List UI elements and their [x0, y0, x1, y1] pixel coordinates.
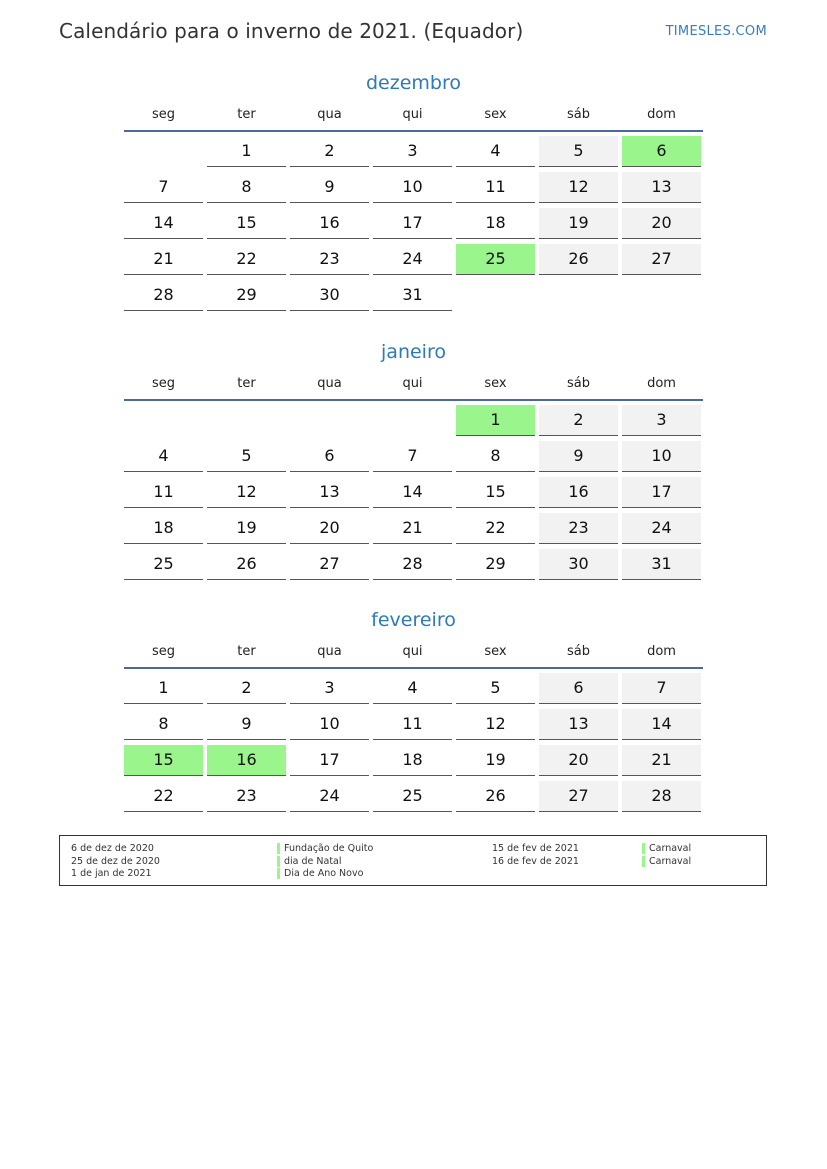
- day-cell: 7: [622, 673, 701, 704]
- day-cell: 28: [373, 549, 452, 580]
- page-title: Calendário para o inverno de 2021. (Equador): [59, 19, 524, 43]
- day-cell: 5: [456, 673, 535, 704]
- day-cell: 14: [373, 477, 452, 508]
- empty-cell: [373, 405, 452, 436]
- day-cell: 14: [124, 208, 203, 239]
- day-cell: 27: [539, 781, 618, 812]
- day-cell: 13: [539, 709, 618, 740]
- day-cell: 3: [290, 673, 369, 704]
- holiday-day-cell: 15: [124, 745, 203, 776]
- day-cell: 26: [539, 244, 618, 275]
- month-title: fevereiro: [371, 609, 456, 631]
- legend-holiday-name: [277, 868, 363, 880]
- day-cell: 10: [290, 709, 369, 740]
- day-cell: 22: [456, 513, 535, 544]
- empty-cell: [124, 405, 203, 436]
- day-grid: [124, 405, 707, 585]
- weekday-label: sex: [484, 644, 507, 659]
- day-cell: 15: [456, 477, 535, 508]
- weekday-label: qui: [402, 376, 423, 391]
- legend-holiday-text: dia de Natal: [284, 855, 342, 867]
- day-cell: 22: [207, 244, 286, 275]
- day-cell: 5: [207, 441, 286, 472]
- day-cell: 21: [622, 745, 701, 776]
- holiday-day-cell: 25: [456, 244, 535, 275]
- weekday-label: sáb: [567, 644, 590, 659]
- weekday-label: sáb: [567, 376, 590, 391]
- day-cell: 12: [539, 172, 618, 203]
- day-cell: 19: [539, 208, 618, 239]
- legend-date: 25 de dez de 2020: [71, 855, 160, 867]
- legend-holiday-name: [642, 856, 691, 868]
- day-cell: 12: [456, 709, 535, 740]
- weekday-label: ter: [237, 107, 256, 122]
- day-cell: 24: [373, 244, 452, 275]
- day-cell: 8: [456, 441, 535, 472]
- day-cell: 9: [290, 172, 369, 203]
- empty-cell: [124, 136, 203, 167]
- day-cell: 27: [290, 549, 369, 580]
- brand-link[interactable]: TIMESLES.COM: [665, 24, 767, 39]
- day-cell: 17: [373, 208, 452, 239]
- day-cell: 27: [622, 244, 701, 275]
- day-cell: 11: [456, 172, 535, 203]
- day-cell: 2: [290, 136, 369, 167]
- day-grid: [124, 673, 707, 817]
- day-cell: 26: [456, 781, 535, 812]
- day-cell: 7: [124, 172, 203, 203]
- day-cell: 28: [622, 781, 701, 812]
- holiday-color-marker: [277, 843, 280, 854]
- day-cell: 11: [373, 709, 452, 740]
- legend-holiday-name: [277, 843, 373, 855]
- weekday-label: dom: [647, 644, 676, 659]
- legend-holiday-text: Dia de Ano Novo: [284, 868, 364, 879]
- legend-holiday-text: Carnaval: [649, 843, 692, 854]
- day-cell: 10: [373, 172, 452, 203]
- day-cell: 23: [539, 513, 618, 544]
- weekday-label: qui: [402, 107, 423, 122]
- day-cell: 25: [124, 549, 203, 580]
- holiday-color-marker: [277, 856, 280, 867]
- day-cell: 18: [124, 513, 203, 544]
- weekday-label: dom: [647, 107, 676, 122]
- day-cell: 23: [207, 781, 286, 812]
- month-february: [124, 605, 703, 817]
- legend-date: 6 de dez de 2020: [71, 843, 154, 854]
- day-cell: 11: [124, 477, 203, 508]
- legend-holiday-name: [277, 856, 342, 868]
- day-cell: 30: [539, 549, 618, 580]
- day-cell: 13: [622, 172, 701, 203]
- day-cell: 29: [207, 280, 286, 311]
- month-december: [124, 68, 703, 316]
- day-cell: 24: [290, 781, 369, 812]
- weekday-label: qui: [402, 644, 423, 659]
- day-cell: 24: [622, 513, 701, 544]
- holiday-day-cell: 1: [456, 405, 535, 436]
- holiday-day-cell: 16: [207, 745, 286, 776]
- holiday-color-marker: [642, 856, 645, 867]
- weekday-label: seg: [151, 376, 176, 391]
- day-cell: 15: [207, 208, 286, 239]
- day-grid: [124, 136, 707, 316]
- weekday-label: seg: [151, 644, 176, 659]
- day-cell: 3: [622, 405, 701, 436]
- day-cell: 20: [539, 745, 618, 776]
- day-cell: 19: [207, 513, 286, 544]
- weekday-label: sex: [484, 107, 507, 122]
- day-cell: 1: [124, 673, 203, 704]
- day-cell: 29: [456, 549, 535, 580]
- weekday-label: dom: [647, 376, 676, 391]
- weekday-header: [124, 643, 703, 669]
- weekday-label: sáb: [567, 107, 590, 122]
- day-cell: 9: [207, 709, 286, 740]
- day-cell: 21: [373, 513, 452, 544]
- legend-holiday-text: Fundação de Quito: [284, 843, 374, 854]
- legend-date: 15 de fev de 2021: [492, 843, 579, 854]
- weekday-header: [124, 106, 703, 132]
- month-january: [124, 337, 703, 585]
- day-cell: 2: [539, 405, 618, 436]
- day-cell: 31: [622, 549, 701, 580]
- day-cell: 4: [456, 136, 535, 167]
- day-cell: 22: [124, 781, 203, 812]
- day-cell: 10: [622, 441, 701, 472]
- day-cell: 9: [539, 441, 618, 472]
- day-cell: 4: [373, 673, 452, 704]
- day-cell: 19: [456, 745, 535, 776]
- month-title: dezembro: [366, 72, 461, 94]
- holiday-color-marker: [642, 843, 645, 854]
- day-cell: 8: [124, 709, 203, 740]
- legend-date: 16 de fev de 2021: [492, 855, 579, 867]
- day-cell: 31: [373, 280, 452, 311]
- holiday-day-cell: 6: [622, 136, 701, 167]
- weekday-label: qua: [317, 107, 342, 122]
- day-cell: 17: [622, 477, 701, 508]
- legend-holiday-text: Carnaval: [649, 855, 692, 867]
- weekday-label: ter: [237, 376, 256, 391]
- day-cell: 20: [622, 208, 701, 239]
- day-cell: 30: [290, 280, 369, 311]
- day-cell: 21: [124, 244, 203, 275]
- day-cell: 3: [373, 136, 452, 167]
- day-cell: 28: [124, 280, 203, 311]
- empty-cell: [290, 405, 369, 436]
- day-cell: 20: [290, 513, 369, 544]
- day-cell: 2: [207, 673, 286, 704]
- day-cell: 13: [290, 477, 369, 508]
- legend-date: 1 de jan de 2021: [71, 868, 152, 879]
- day-cell: 18: [373, 745, 452, 776]
- day-cell: 1: [207, 136, 286, 167]
- day-cell: 16: [290, 208, 369, 239]
- day-cell: 25: [373, 781, 452, 812]
- weekday-label: seg: [151, 107, 176, 122]
- empty-cell: [207, 405, 286, 436]
- day-cell: 8: [207, 172, 286, 203]
- holiday-color-marker: [277, 868, 280, 879]
- day-cell: 14: [622, 709, 701, 740]
- day-cell: 26: [207, 549, 286, 580]
- weekday-label: ter: [237, 644, 256, 659]
- day-cell: 6: [290, 441, 369, 472]
- day-cell: 18: [456, 208, 535, 239]
- holiday-legend: [59, 835, 767, 886]
- day-cell: 7: [373, 441, 452, 472]
- day-cell: 12: [207, 477, 286, 508]
- legend-holiday-name: [642, 843, 691, 855]
- weekday-label: qua: [317, 644, 342, 659]
- weekday-header: [124, 375, 703, 401]
- day-cell: 5: [539, 136, 618, 167]
- day-cell: 6: [539, 673, 618, 704]
- day-cell: 4: [124, 441, 203, 472]
- day-cell: 16: [539, 477, 618, 508]
- day-cell: 23: [290, 244, 369, 275]
- weekday-label: qua: [317, 376, 342, 391]
- day-cell: 17: [290, 745, 369, 776]
- weekday-label: sex: [484, 376, 507, 391]
- month-title: janeiro: [381, 341, 446, 363]
